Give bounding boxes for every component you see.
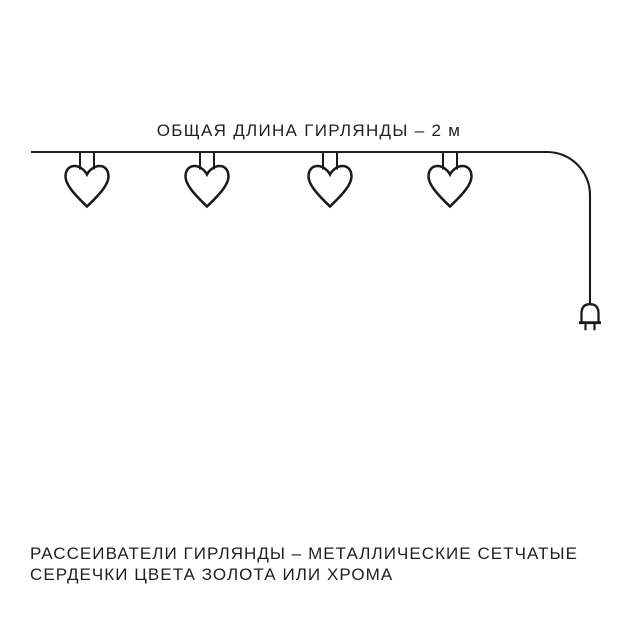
garland-length-label: ОБЩАЯ ДЛИНА ГИРЛЯНДЫ – 2 м xyxy=(156,121,462,140)
caption-line-2: СЕРДЕЧКИ ЦВЕТА ЗОЛОТА ИЛИ ХРОМА xyxy=(30,564,394,584)
heart-diffusers xyxy=(66,151,472,207)
heart-diffuser xyxy=(186,151,229,207)
power-plug-icon xyxy=(579,304,601,330)
heart-stem xyxy=(323,151,337,170)
heart-diffuser xyxy=(429,151,472,207)
heart-icon xyxy=(66,166,109,207)
heart-icon xyxy=(309,166,352,207)
garland-wire xyxy=(31,152,590,304)
caption xyxy=(30,544,578,585)
heart-icon xyxy=(186,166,229,207)
heart-stem xyxy=(443,151,457,170)
heart-icon xyxy=(429,166,472,207)
heart-stem xyxy=(80,151,94,170)
caption-line-1: РАССЕИВАТЕЛИ ГИРЛЯНДЫ – МЕТАЛЛИЧЕСКИЕ СЕТЧАТЫЕ xyxy=(30,544,578,563)
heart-diffuser xyxy=(309,151,352,207)
plug-body xyxy=(582,304,599,322)
heart-diffuser xyxy=(66,151,109,207)
plug-prongs xyxy=(586,324,595,330)
heart-stem xyxy=(200,151,214,170)
